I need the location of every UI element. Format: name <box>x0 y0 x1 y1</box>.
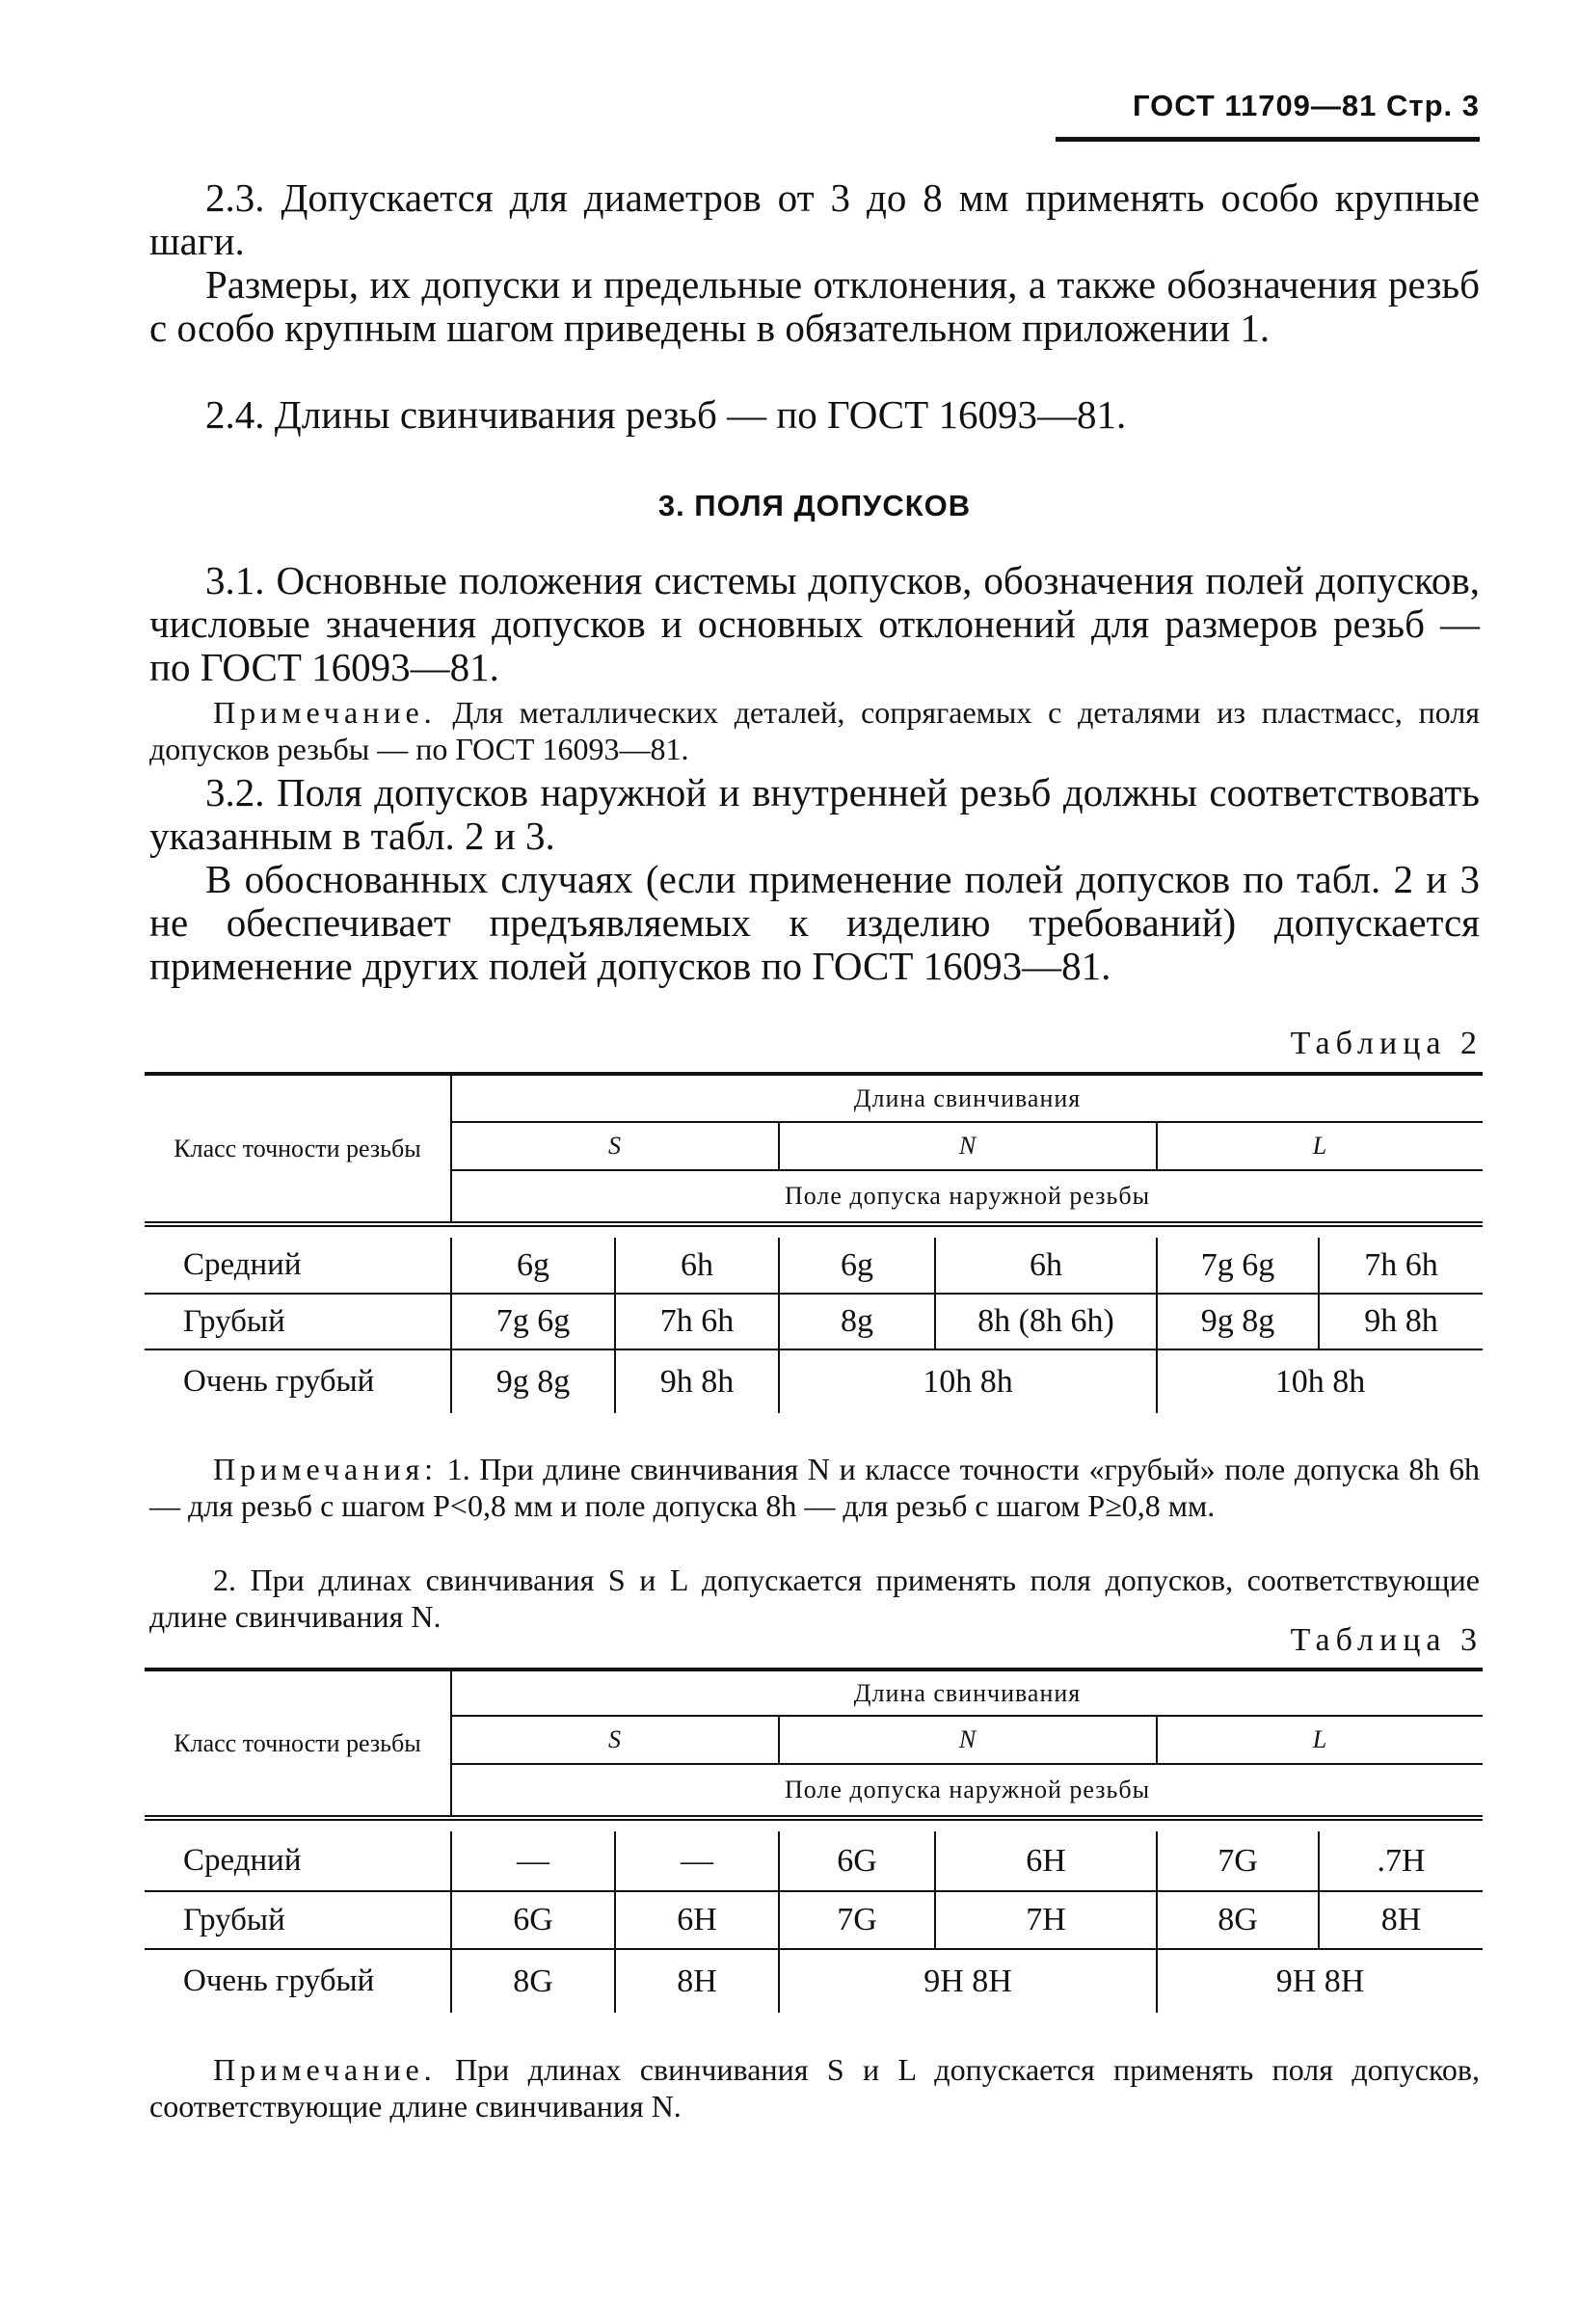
row-label: Очень грубый <box>183 1364 375 1399</box>
row-label: Грубый <box>145 1294 451 1349</box>
table-2-field-header: Поле допуска наружной резьбы <box>451 1170 1483 1224</box>
row-label: Средний <box>145 1831 451 1891</box>
table-cell: 7h 6h <box>1319 1238 1483 1294</box>
row-label: Очень грубый <box>183 1963 375 1998</box>
table-cell: 7g 6g <box>1157 1238 1319 1294</box>
table-cell: 9g 8g <box>451 1349 615 1413</box>
table-cell: 8G <box>451 1949 615 2013</box>
table-cell: 6G <box>779 1831 935 1891</box>
page-header: ГОСТ 11709—81 Стр. 3 <box>1132 89 1480 122</box>
table-cell: 8G <box>1157 1891 1319 1949</box>
note-3-1 <box>149 694 1480 767</box>
table-cell: 9H 8H <box>1157 1949 1483 2013</box>
table-2-class-header: Класс точности резьбы <box>145 1074 451 1224</box>
table-cell: 8H <box>1319 1891 1483 1949</box>
note-label: Примечание. <box>213 695 437 730</box>
table-cell: 10h 8h <box>779 1349 1157 1413</box>
table-3-length-header: Длина свинчивания <box>451 1670 1483 1716</box>
paragraph-2-4: 2.4. Длины свинчивания резьб — по ГОСТ 16093—81. <box>205 392 1127 437</box>
notes-table-2 <box>149 1451 1480 1524</box>
table-row <box>145 1294 1483 1349</box>
table-3-field-header: Поле допуска наружной резьбы <box>451 1764 1483 1818</box>
row-label: Грубый <box>145 1891 451 1949</box>
note-text: Для металлических деталей, сопрягаемых с деталями из пластмасс, поля допусков резьбы — по ГОСТ 16093—81. <box>149 695 1481 766</box>
paragraph-2-3: 2.3. Допускается для диаметров от 3 до 8 мм применять особо крупные шаги. <box>149 175 1480 263</box>
note-label: Примечание. <box>213 2052 437 2087</box>
note-2-text: 2. При длинах свинчивания S и L допускается применять поля допусков, соответствующие длине свинчивания N. <box>149 1563 1480 1634</box>
table-3-len-l: L <box>1157 1716 1483 1764</box>
table-3-len-s: S <box>451 1716 779 1764</box>
note-1-text: 1. При длине свинчивания N и классе точности «грубый» поле допуска 8h 6h — для резьб с шагом P<0,8 мм и поле допуска 8h — для резьб с шагом P≥0,8 мм. <box>149 1452 1481 1523</box>
table-cell: 9h 8h <box>1319 1294 1483 1349</box>
table-row <box>145 1349 1483 1413</box>
table-cell: 6h <box>935 1238 1157 1294</box>
table-cell: 8g <box>779 1294 935 1349</box>
table-3 <box>145 1668 1483 2013</box>
table-row <box>145 1891 1483 1949</box>
section-title: 3. ПОЛЯ ДОПУСКОВ <box>657 489 972 522</box>
table-row <box>145 1238 1483 1294</box>
table-cell: 9H 8H <box>779 1949 1157 2013</box>
table-row <box>145 1949 1483 2013</box>
table-cell: 8h (8h 6h) <box>935 1294 1157 1349</box>
table-3-caption: Таблица 3 <box>1290 1622 1483 1658</box>
table-3-class-header: Класс точности резьбы <box>145 1670 451 1818</box>
table-cell: 7G <box>1157 1831 1319 1891</box>
table-cell: 6H <box>935 1831 1157 1891</box>
table-cell: 7h 6h <box>615 1294 779 1349</box>
table-2-caption: Таблица 2 <box>1290 1026 1483 1061</box>
table-cell: 6h <box>615 1238 779 1294</box>
table-cell: 10h 8h <box>1157 1349 1483 1413</box>
notes-label: Примечания: <box>213 1452 439 1486</box>
paragraph-3-2-cases: В обоснованных случаях (если применение полей допусков по табл. 2 и 3 не обеспечивает предъявляемых к изделию требований) допускается применение других полей допусков по ГОСТ 16093—81. <box>149 857 1480 988</box>
table-3-len-n: N <box>779 1716 1157 1764</box>
table-cell: 6g <box>451 1238 615 1294</box>
table-cell: 7g 6g <box>451 1294 615 1349</box>
table-cell: 7G <box>779 1891 935 1949</box>
table-cell: — <box>615 1831 779 1891</box>
paragraph-3-1: 3.1. Основные положения системы допусков, обозначения полей допусков, числовые значения допусков и основных отклонений для размеров резьб — по ГОСТ 16093—81. <box>149 558 1480 689</box>
note-table-3 <box>149 2051 1480 2124</box>
note-text: При длинах свинчивания S и L допускается применять поля допусков, соответствующие длине свинчивания N. <box>149 2052 1481 2124</box>
table-cell: 9g 8g <box>1157 1294 1319 1349</box>
table-2-len-l: L <box>1157 1122 1483 1170</box>
paragraph-2-3-sizes: Размеры, их допуски и предельные отклонения, а также обозначения резьб с особо крупным шагом приведены в обязательном приложении 1. <box>149 262 1480 350</box>
table-2-len-n: N <box>779 1122 1157 1170</box>
table-cell: 9h 8h <box>615 1349 779 1413</box>
table-cell: 8H <box>615 1949 779 2013</box>
table-row <box>145 1831 1483 1891</box>
table-cell: 6g <box>779 1238 935 1294</box>
header-rule <box>1056 137 1480 142</box>
table-2-len-s: S <box>451 1122 779 1170</box>
row-label: Средний <box>145 1238 451 1294</box>
table-2-length-header: Длина свинчивания <box>451 1074 1483 1122</box>
table-cell: 7H <box>935 1891 1157 1949</box>
table-cell: 6G <box>451 1891 615 1949</box>
table-cell: — <box>451 1831 615 1891</box>
paragraph-3-2: 3.2. Поля допусков наружной и внутренней резьб должны соответствовать указанным в табл. 2 и 3. <box>149 770 1480 858</box>
table-2 <box>145 1072 1483 1413</box>
table-cell: 6H <box>615 1891 779 1949</box>
table-cell: .7H <box>1319 1831 1483 1891</box>
